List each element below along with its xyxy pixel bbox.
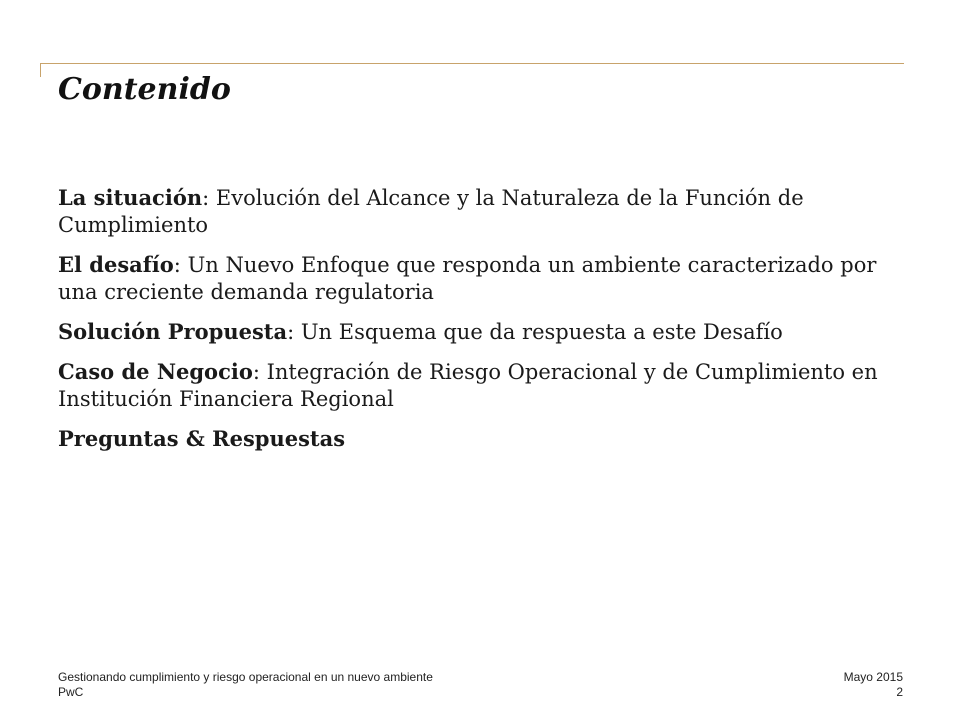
- agenda-item-separator: :: [173, 253, 188, 277]
- agenda-item-text: Un Nuevo Enfoque que responda un ambiente caracterizado por una creciente demanda regulatoria: [58, 253, 877, 304]
- agenda-item-label: Solución Propuesta: [58, 319, 288, 344]
- agenda-item-text: Un Esquema que da respuesta a este Desafío: [300, 320, 783, 344]
- agenda-item-separator: :: [287, 320, 301, 344]
- agenda-item: [58, 251, 888, 306]
- agenda-item: [58, 318, 888, 346]
- agenda-item-text: Integración de Riesgo Operacional y de Cumplimiento en Institución Financiera Regional: [58, 360, 878, 411]
- footer-presentation-title: Gestionando cumplimiento y riesgo operacional en un nuevo ambiente: [58, 670, 433, 684]
- agenda-item-separator: :: [252, 360, 267, 384]
- agenda-list: [58, 184, 888, 465]
- footer-page-number: 2: [896, 685, 903, 699]
- footer-date: Mayo 2015: [843, 670, 903, 684]
- agenda-item-label: La situación: [58, 185, 203, 210]
- footer-company: PwC: [58, 685, 84, 699]
- slide-title: Contenido: [58, 72, 231, 107]
- agenda-item: [58, 358, 888, 413]
- frame-top-rule: [40, 63, 904, 64]
- agenda-item-label: Caso de Negocio: [58, 359, 253, 384]
- agenda-item-label: Preguntas & Respuestas: [58, 426, 346, 451]
- agenda-item-separator: :: [202, 186, 216, 210]
- agenda-item: [58, 184, 888, 239]
- frame-left-tick: [40, 63, 41, 77]
- agenda-item-text: Evolución del Alcance y la Naturaleza de la Función de Cumplimiento: [58, 186, 804, 237]
- agenda-item-label: El desafío: [58, 252, 174, 277]
- agenda-item: [58, 425, 888, 453]
